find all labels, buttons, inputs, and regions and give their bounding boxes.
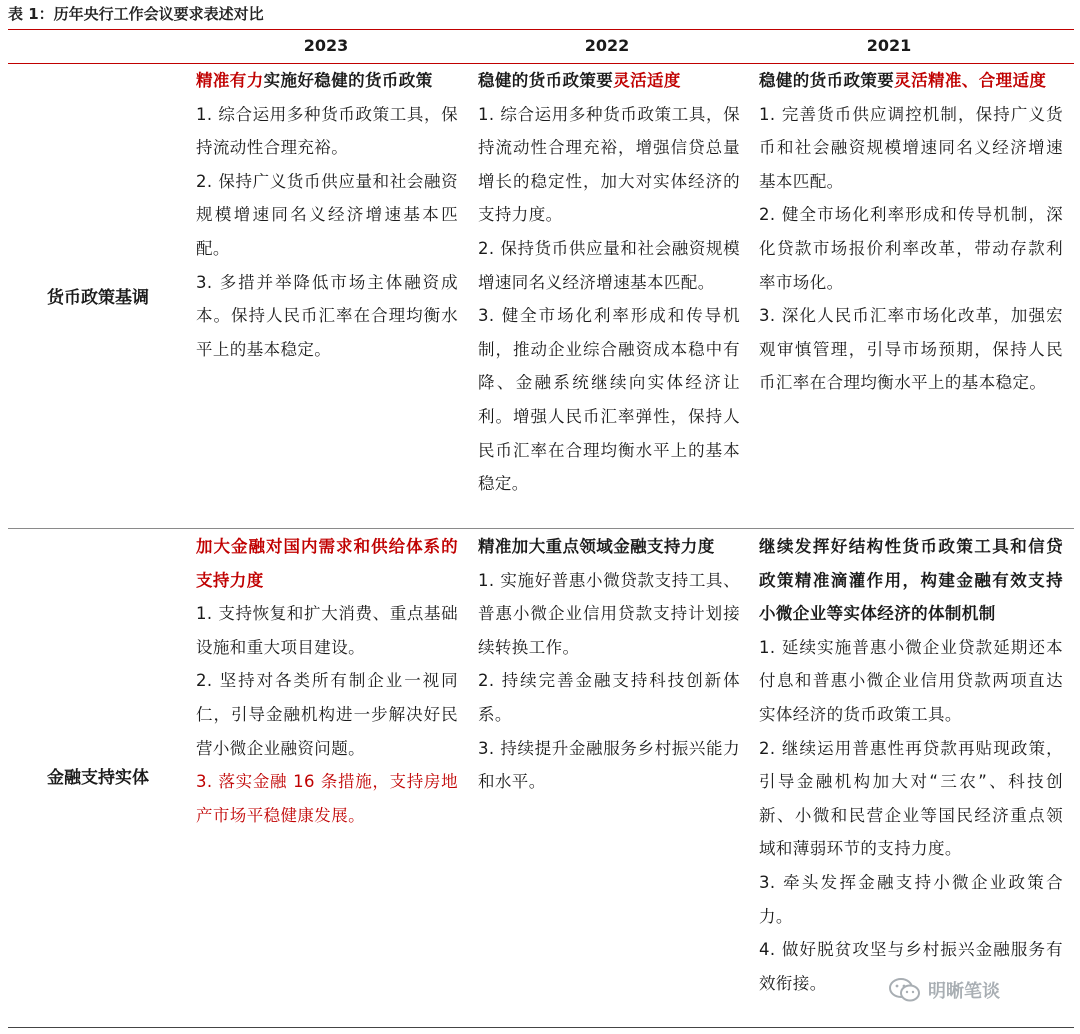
list-item-highlight: 3. 落实金融 16 条措施，支持房地产市场平稳健康发展。 [196,772,458,825]
list-item: 2. 持续完善金融支持科技创新体系。 [478,671,740,724]
list-item: 3. 持续提升金融服务乡村振兴能力和水平。 [478,738,740,792]
heading-text: 实施好稳健的货币政策 [263,71,433,90]
list-item: 2. 继续运用普惠性再贷款再贴现政策，引导金融机构加大对“三农”、科技创新、小微和民营企业等国民经济重点领域和薄弱环节的支持力度。 [759,738,1063,859]
list-item: 1. 综合运用多种货币政策工具，保持流动性合理充裕，增强信贷总量增长的稳定性，加大对实体经济的支持力度。 [478,104,740,225]
cell-2023-financial-support [196,530,458,832]
watermark [888,974,1068,1006]
cell-2021-financial-support [759,530,1063,1000]
row-label-monetary-policy: 货币政策基调 [47,288,149,308]
heading-text: 稳健的货币政策要 [478,71,614,90]
list-item: 1. 综合运用多种货币政策工具，保持流动性合理充裕。 [196,104,458,158]
list-item: 4. 做好脱贫攻坚与乡村振兴金融服务有效衔接。 [759,940,1063,993]
row-divider [8,528,1074,529]
row-label-financial-support: 金融支持实体 [47,768,149,788]
column-header-2022: 2022 [584,36,630,55]
list-item: 3. 牵头发挥金融支持小微企业政策合力。 [759,872,1063,926]
cell-2021-monetary-policy [759,64,1063,400]
cell-heading [196,64,458,98]
list-item: 1. 实施好普惠小微贷款支持工具、普惠小微企业信用贷款支持计划接续转换工作。 [478,570,740,657]
list-item: 1. 完善货币供应调控机制，保持广义货币和社会融资规模增速同名义经济增速基本匹配。 [759,104,1063,191]
list-item: 2. 保持货币供应量和社会融资规模增速同名义经济增速基本匹配。 [478,238,740,292]
list-item: 1. 延续实施普惠小微企业贷款延期还本付息和普惠小微企业信用贷款两项直达实体经济的货币政策工具。 [759,637,1063,724]
cell-heading: 精准加大重点领域金融支持力度 [478,537,715,556]
column-header-2021: 2021 [866,36,912,55]
column-header-2023: 2023 [303,36,349,55]
top-rule [8,29,1074,30]
cell-heading [478,64,740,98]
list-item: 3. 健全市场化利率形成和传导机制，推动企业综合融资成本稳中有降、金融系统继续向实体经济让利。增强人民币汇率弹性，保持人民币汇率在合理均衡水平上的基本稳定。 [478,306,740,494]
cell-heading: 继续发挥好结构性货币政策工具和信贷政策精准滴灌作用，构建金融有效支持小微企业等实体经济的体制机制 [759,537,1063,624]
list-item: 2. 保持广义货币供应量和社会融资规模增速同名义经济增速基本匹配。 [196,171,458,258]
cell-2022-monetary-policy [478,64,740,501]
list-item: 3. 多措并举降低市场主体融资成本。保持人民币汇率在合理均衡水平上的基本稳定。 [196,272,458,359]
list-item: 2. 坚持对各类所有制企业一视同仁，引导金融机构进一步解决好民营小微企业融资问题。 [196,671,458,758]
list-item: 2. 健全市场化利率形成和传导机制，深化贷款市场报价利率改革，带动存款利率市场化。 [759,205,1063,292]
list-item: 3. 深化人民币汇率市场化改革，加强宏观审慎管理，引导市场预期，保持人民币汇率在合理均衡水平上的基本稳定。 [759,306,1063,393]
watermark-text: 明晰笔谈 [928,981,1000,1002]
heading-highlight: 精准有力 [196,71,264,90]
cell-2022-financial-support [478,530,740,799]
cell-heading: 加大金融对国内需求和供给体系的支持力度 [196,537,458,590]
heading-highlight: 灵活适度 [613,71,681,90]
list-item: 1. 支持恢复和扩大消费、重点基础设施和重大项目建设。 [196,604,458,657]
wechat-icon [888,977,922,1003]
heading-highlight: 灵活精准、合理适度 [894,71,1047,90]
cell-heading [759,64,1063,98]
bottom-rule [8,1027,1074,1028]
heading-text: 稳健的货币政策要 [759,71,895,90]
cell-2023-monetary-policy [196,64,458,366]
table-caption: 表 1：历年央行工作会议要求表述对比 [8,5,264,23]
